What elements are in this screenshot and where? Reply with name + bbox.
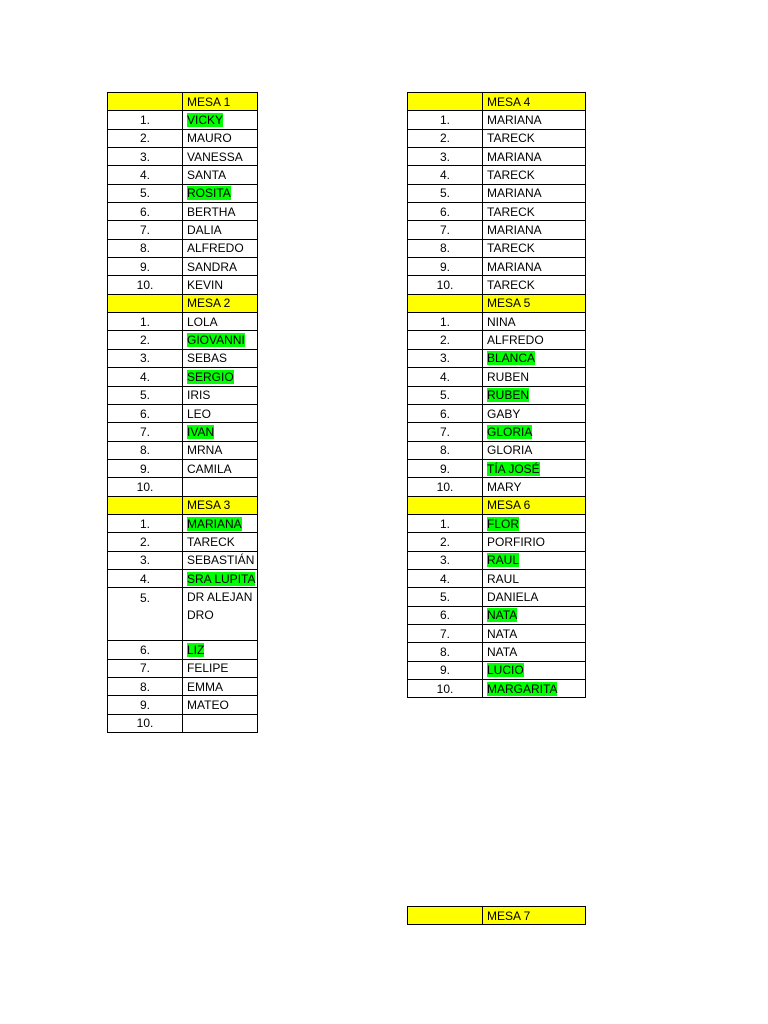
seat-number: 2. [408,129,483,147]
seat-number: 10. [108,276,183,294]
seat-number: 8. [108,239,183,257]
guest-name: SANTA [187,168,227,183]
guest-row [408,680,586,698]
guest-row [408,313,586,331]
guest-name: VANESSA [187,149,243,164]
guest-name-cell [483,331,586,349]
guest-name-cell [483,423,586,441]
guest-name-cell [183,239,258,257]
guest-row [408,588,586,606]
guest-row [108,641,258,659]
guest-name: SANDRA [187,259,238,274]
guest-name-cell [483,624,586,642]
guest-row [108,459,258,477]
guest-name: MARIANA [487,113,542,128]
seat-number: 9. [408,459,483,477]
guest-name: RUBEN [487,369,530,384]
seat-number: 7. [408,221,483,239]
guest-name-highlighted: BLANCA [487,351,536,366]
guest-name: EMMA [187,679,223,694]
guest-name-cell [483,203,586,221]
guest-name: TARECK [487,278,535,293]
guest-row [408,331,586,349]
mesa-6-title: MESA 6 [483,496,586,514]
guest-name-cell [183,696,258,714]
seat-number: 6. [108,203,183,221]
guest-row [108,386,258,404]
seat-number: 4. [108,569,183,587]
seat-number: 1. [408,111,483,129]
guest-name: LOLA [187,314,218,329]
guest-name-cell [483,111,586,129]
guest-row [108,696,258,714]
seat-number: 4. [408,368,483,386]
guest-row [408,514,586,532]
seat-number: 10. [108,714,183,732]
mesa-2-header-row [108,294,258,312]
guest-name: LEO [187,406,212,421]
mesa-4-title: MESA 4 [483,93,586,111]
guest-name-cell [183,459,258,477]
guest-name-cell [183,659,258,677]
seat-number: 2. [108,331,183,349]
guest-name-highlighted: RUBEN [487,388,530,403]
guest-row [408,459,586,477]
guest-name: MARIANA [487,223,542,238]
table-left [107,92,258,733]
seat-number: 8. [408,441,483,459]
guest-name: IRIS [187,388,211,403]
mesa-1-header-row [108,93,258,111]
seat-number: 5. [408,588,483,606]
guest-name: KEVIN [187,278,224,293]
guest-name-cell [183,714,258,732]
guest-row [408,643,586,661]
seat-number: 1. [108,111,183,129]
seat-number: 8. [408,239,483,257]
guest-name-cell [183,588,258,641]
guest-name-cell [483,478,586,496]
guest-name-cell [183,221,258,239]
mesa-5-title: MESA 5 [483,294,586,312]
guest-name-cell [483,569,586,587]
guest-name-cell [183,386,258,404]
guest-name: TARECK [487,241,535,256]
guest-name-highlighted: RAUL [487,553,520,568]
seat-number: 7. [408,423,483,441]
guest-row [408,478,586,496]
guest-name-cell [483,221,586,239]
guest-name: MAURO [187,131,232,146]
guest-name-cell [183,148,258,166]
guest-row [108,129,258,147]
guest-row [108,677,258,695]
guest-row [108,569,258,587]
seat-number: 8. [108,441,183,459]
seat-number: 6. [408,404,483,422]
guest-name: MARIANA [487,149,542,164]
mesa-3-title: MESA 3 [183,496,258,514]
guest-name-highlighted: MARIANA [187,516,242,531]
header-empty-cell [408,907,483,925]
guest-name-cell [483,184,586,202]
guest-name-cell [183,331,258,349]
guest-name-cell [183,677,258,695]
guest-name: MRNA [187,443,223,458]
guest-name: NATA [487,626,518,641]
guest-name-highlighted: GLORIA [487,424,533,439]
guest-name: ALFREDO [187,241,244,256]
guest-name: GLORIA [487,443,533,458]
guest-row [108,184,258,202]
mesa-group-bottom [408,907,586,925]
guest-name-cell [183,166,258,184]
guest-name-highlighted: GIOVANNI [187,333,245,348]
seat-number: 3. [108,148,183,166]
guest-name: SEBASTIÁN [187,553,255,568]
guest-row [408,203,586,221]
header-empty-cell [108,294,183,312]
mesa-group-right [408,93,586,698]
guest-name: MARY [487,479,522,494]
guest-row [408,184,586,202]
guest-row [108,313,258,331]
table-mesa-7 [407,906,586,925]
guest-name-cell [483,459,586,477]
guest-row [408,129,586,147]
guest-name-highlighted: VICKY [187,113,224,128]
guest-name-cell [183,129,258,147]
seat-number: 1. [408,313,483,331]
header-empty-cell [408,93,483,111]
guest-name: ALFREDO [487,333,544,348]
seat-number: 9. [108,696,183,714]
guest-name: NINA [487,314,516,329]
guest-name-highlighted: FLOR [487,516,520,531]
guest-row [108,111,258,129]
guest-row [108,533,258,551]
seat-number: 10. [408,478,483,496]
guest-name-cell [483,680,586,698]
guest-name: PORFIRIO [487,534,546,549]
guest-row [108,349,258,367]
guest-name-cell [483,129,586,147]
header-empty-cell [408,294,483,312]
guest-name-cell [483,386,586,404]
seat-number: 6. [108,404,183,422]
guest-name-cell [183,203,258,221]
seat-number: 2. [108,129,183,147]
seat-number: 4. [108,368,183,386]
seat-number: 3. [408,551,483,569]
mesa-7-title: MESA 7 [483,907,586,925]
seat-number: 9. [408,661,483,679]
seat-number: 1. [108,514,183,532]
seat-number: 1. [408,514,483,532]
mesa-7-header-row [408,907,586,925]
seat-number: 4. [408,569,483,587]
guest-row [108,478,258,496]
guest-name-cell [483,441,586,459]
guest-name: FELIPE [187,661,229,676]
guest-row [408,661,586,679]
seat-number: 2. [108,533,183,551]
guest-name-cell [483,276,586,294]
guest-name-cell [183,423,258,441]
seat-number: 1. [108,313,183,331]
guest-name: NATA [487,644,518,659]
guest-name: DALIA [187,223,222,238]
guest-name: MARIANA [487,259,542,274]
mesa-1-title: MESA 1 [183,93,258,111]
guest-name: MATEO [187,697,229,712]
mesa-6-header-row [408,496,586,514]
guest-row [408,276,586,294]
seat-number: 3. [408,148,483,166]
guest-name-highlighted: ROSITA [187,186,231,201]
guest-row [108,551,258,569]
guest-name-cell [483,239,586,257]
mesa-2-title: MESA 2 [183,294,258,312]
guest-row [108,368,258,386]
guest-name-cell [483,404,586,422]
guest-row [408,258,586,276]
guest-row [408,404,586,422]
guest-name: DANIELA [487,589,539,604]
seat-number: 5. [408,386,483,404]
guest-row [408,606,586,624]
guest-name-cell [483,551,586,569]
seat-number: 4. [408,166,483,184]
guest-row [108,203,258,221]
guest-row [408,533,586,551]
guest-name-cell [483,148,586,166]
header-empty-cell [108,496,183,514]
seat-number: 7. [108,221,183,239]
seat-number: 3. [408,349,483,367]
guest-name-cell [183,641,258,659]
guest-name-cell [183,551,258,569]
seat-number: 2. [408,533,483,551]
seat-number: 7. [108,423,183,441]
guest-name: MARIANA [487,186,542,201]
guest-name: TARECK [487,204,535,219]
guest-row [108,258,258,276]
seat-number: 10. [108,478,183,496]
guest-row [108,404,258,422]
guest-row [408,386,586,404]
guest-row [108,166,258,184]
guest-name-cell [483,661,586,679]
seat-number: 6. [408,203,483,221]
guest-row [108,239,258,257]
seat-number: 6. [408,606,483,624]
guest-name-cell [483,349,586,367]
seat-number: 8. [408,643,483,661]
guest-name: TARECK [487,131,535,146]
guest-name-cell [183,349,258,367]
guest-name: RAUL [487,571,520,586]
seat-number: 10. [408,680,483,698]
seat-number: 2. [408,331,483,349]
guest-name-cell [183,276,258,294]
guest-name-highlighted: LUCIO [487,663,524,678]
guest-name-highlighted: TÍA JOSÉ [487,461,540,476]
guest-row [408,551,586,569]
seat-number: 3. [108,551,183,569]
guest-name-cell [483,258,586,276]
seat-number: 7. [108,659,183,677]
guest-row [108,588,258,641]
guest-row [408,111,586,129]
guest-name: DR ALEJANDRO [187,590,253,623]
guest-name: TARECK [487,168,535,183]
guest-name-cell [183,313,258,331]
guest-row [108,423,258,441]
guest-name-highlighted: IVAN [187,424,215,439]
mesa-4-header-row [408,93,586,111]
guest-name-highlighted: NATA [487,608,518,623]
guest-name-cell [483,588,586,606]
guest-name-cell [183,441,258,459]
guest-row [108,276,258,294]
guest-name-cell [183,368,258,386]
guest-row [108,441,258,459]
guest-row [108,221,258,239]
guest-name-cell [183,404,258,422]
guest-name: SEBAS [187,351,228,366]
guest-name-cell [483,533,586,551]
guest-name-highlighted: MARGARITA [487,681,558,696]
guest-row [108,659,258,677]
guest-name-cell [183,184,258,202]
header-empty-cell [408,496,483,514]
guest-name-cell [183,569,258,587]
guest-row [108,514,258,532]
seat-number: 4. [108,166,183,184]
guest-row [408,239,586,257]
guest-row [408,441,586,459]
guest-name-cell [483,368,586,386]
guest-name: CAMILA [187,461,232,476]
guest-name-cell [183,533,258,551]
guest-name-cell [183,258,258,276]
seat-number: 5. [108,184,183,202]
guest-row [408,148,586,166]
guest-name: BERTHA [187,204,236,219]
table-right [407,92,586,698]
seat-number: 9. [408,258,483,276]
guest-name: TARECK [187,534,235,549]
seat-number: 7. [408,624,483,642]
seat-number: 10. [408,276,483,294]
guest-name-cell [183,514,258,532]
guest-name-cell [483,606,586,624]
guest-row [108,331,258,349]
mesa-5-header-row [408,294,586,312]
guest-name-cell [483,313,586,331]
guest-row [408,624,586,642]
guest-name-cell [483,643,586,661]
seat-number: 9. [108,258,183,276]
guest-name-highlighted: LIZ [187,642,205,657]
guest-row [408,349,586,367]
guest-row [408,368,586,386]
seat-number: 6. [108,641,183,659]
seat-number: 5. [408,184,483,202]
guest-name-highlighted: SRA LUPITA [187,571,256,586]
seat-number: 8. [108,677,183,695]
guest-row [408,221,586,239]
guest-name-highlighted: SERGIO [187,369,234,384]
guest-name-cell [183,478,258,496]
header-empty-cell [108,93,183,111]
guest-row [408,166,586,184]
seat-number: 3. [108,349,183,367]
guest-name-cell [183,111,258,129]
guest-row [108,148,258,166]
guest-name-cell [483,514,586,532]
seat-number: 9. [108,459,183,477]
mesa-group-left [108,93,258,733]
guest-row [408,423,586,441]
guest-row [408,569,586,587]
seat-number: 5. [108,588,183,641]
guest-name: GABY [487,406,521,421]
guest-row [108,714,258,732]
mesa-3-header-row [108,496,258,514]
guest-name-cell [483,166,586,184]
seat-number: 5. [108,386,183,404]
